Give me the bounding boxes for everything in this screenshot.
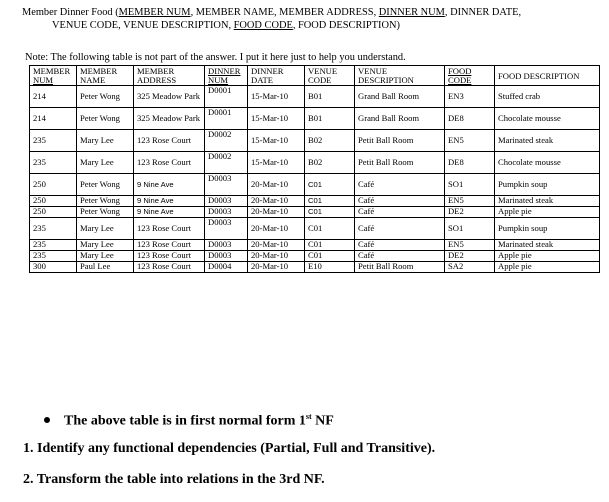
- table-cell: 15-Mar-10: [248, 108, 305, 130]
- table-row: [30, 86, 600, 108]
- column-header-line1: FOOD DESCRIPTION: [498, 70, 580, 81]
- table-cell: DE2: [445, 207, 495, 218]
- table-row: [30, 218, 600, 240]
- table-cell: DE8: [445, 108, 495, 130]
- table-cell: 123 Rose Court: [134, 262, 205, 273]
- table-cell: Apple pie: [495, 251, 600, 262]
- table-cell: 9 Nine Ave: [134, 196, 205, 207]
- question-2: 2. Transform the table into relations in the 3rd NF.: [23, 472, 325, 487]
- table-cell: 325 Meadow Park: [134, 86, 205, 108]
- table-cell: C01: [305, 218, 355, 240]
- table-cell: Peter Wong: [77, 108, 134, 130]
- table-cell: Marinated steak: [495, 240, 600, 251]
- key-food-code: FOOD CODE: [233, 20, 293, 31]
- table-cell: 214: [30, 86, 77, 108]
- table-cell: 15-Mar-10: [248, 130, 305, 152]
- column-header-line1: DINNER: [251, 66, 284, 76]
- column-header: [495, 66, 600, 86]
- table-cell: Mary Lee: [77, 218, 134, 240]
- table-cell: Peter Wong: [77, 196, 134, 207]
- column-header-line1: MEMBER: [137, 66, 175, 76]
- table-cell: 20-Mar-10: [248, 207, 305, 218]
- table-cell: EN3: [445, 86, 495, 108]
- table-cell: EN5: [445, 130, 495, 152]
- bullet-tail: NF: [311, 413, 334, 429]
- table-cell: 20-Mar-10: [248, 218, 305, 240]
- table-cell: 123 Rose Court: [134, 251, 205, 262]
- column-header-line2: NUM: [208, 75, 229, 85]
- table-cell: B02: [305, 130, 355, 152]
- column-header: [305, 66, 355, 86]
- table-cell: B02: [305, 152, 355, 174]
- table-cell: Mary Lee: [77, 240, 134, 251]
- table-cell: SO1: [445, 174, 495, 196]
- table-cell: Café: [355, 251, 445, 262]
- table-cell: 15-Mar-10: [248, 86, 305, 108]
- table-cell: 20-Mar-10: [248, 196, 305, 207]
- table-cell: 123 Rose Court: [134, 152, 205, 174]
- table-row: [30, 152, 600, 174]
- column-header-line2: DESCRIPTION: [358, 75, 414, 85]
- table-row: [30, 196, 600, 207]
- table-cell: E10: [305, 262, 355, 273]
- column-header-line2: DATE: [251, 75, 273, 85]
- first-nf-statement: [44, 412, 334, 430]
- table-cell: 250: [30, 196, 77, 207]
- table-cell: Mary Lee: [77, 130, 134, 152]
- table-cell: 235: [30, 130, 77, 152]
- table-cell: 235: [30, 152, 77, 174]
- column-header: [445, 66, 495, 86]
- column-header-line2: ADDRESS: [137, 75, 177, 85]
- table-cell: Café: [355, 240, 445, 251]
- table-cell: 235: [30, 240, 77, 251]
- table-row: [30, 262, 600, 273]
- column-header-line1: DINNER: [208, 66, 241, 76]
- table-cell: D0003: [205, 218, 248, 240]
- table-cell: Marinated steak: [495, 196, 600, 207]
- key-dinner-num: DINNER NUM: [378, 7, 445, 18]
- table-cell: D0003: [205, 174, 248, 196]
- table-cell: 20-Mar-10: [248, 174, 305, 196]
- column-header-line2: CODE: [308, 75, 332, 85]
- table-cell: D0003: [205, 196, 248, 207]
- table-cell: C01: [305, 207, 355, 218]
- heading-line2-a: VENUE CODE, VENUE DESCRIPTION,: [52, 20, 234, 31]
- table-cell: Marinated steak: [495, 130, 600, 152]
- table-cell: Café: [355, 174, 445, 196]
- table-cell: D0001: [205, 108, 248, 130]
- table-cell: Stuffed crab: [495, 86, 600, 108]
- bullet-text: The above table is in first normal form 1: [64, 413, 306, 429]
- column-header-line1: FOOD: [448, 66, 472, 76]
- table-cell: SA2: [445, 262, 495, 273]
- table-cell: EN5: [445, 240, 495, 251]
- table-cell: 123 Rose Court: [134, 130, 205, 152]
- table-cell: B01: [305, 108, 355, 130]
- table-cell: D0001: [205, 86, 248, 108]
- table-cell: EN5: [445, 196, 495, 207]
- table-cell: Café: [355, 207, 445, 218]
- table-header-row: [30, 66, 600, 86]
- table-cell: Pumpkin soup: [495, 218, 600, 240]
- table-cell: Peter Wong: [77, 207, 134, 218]
- table-cell: Grand Ball Room: [355, 86, 445, 108]
- table-cell: D0003: [205, 251, 248, 262]
- table-cell: Mary Lee: [77, 251, 134, 262]
- table-cell: 325 Meadow Park: [134, 108, 205, 130]
- table-cell: 235: [30, 251, 77, 262]
- table-cell: 250: [30, 207, 77, 218]
- table-cell: DE8: [445, 152, 495, 174]
- column-header-line1: MEMBER: [33, 66, 71, 76]
- note-text: Note: The following table is not part of the answer. I put it here just to help you understand.: [25, 52, 406, 63]
- table-cell: Pumpkin soup: [495, 174, 600, 196]
- column-header: [134, 66, 205, 86]
- table-cell: Paul Lee: [77, 262, 134, 273]
- table-cell: C01: [305, 240, 355, 251]
- column-header: [205, 66, 248, 86]
- table-cell: 15-Mar-10: [248, 152, 305, 174]
- question-1: 1. Identify any functional dependencies (Partial, Full and Transitive).: [23, 441, 436, 456]
- table-cell: B01: [305, 86, 355, 108]
- table-cell: Petit Ball Room: [355, 130, 445, 152]
- table-cell: 20-Mar-10: [248, 251, 305, 262]
- table-row: [30, 240, 600, 251]
- table-cell: 123 Rose Court: [134, 240, 205, 251]
- bullet-sup: st: [305, 412, 312, 421]
- column-header: [355, 66, 445, 86]
- table-cell: C01: [305, 174, 355, 196]
- column-header: [248, 66, 305, 86]
- column-header-line1: VENUE: [358, 66, 388, 76]
- table-cell: 9 Nine Ave: [134, 174, 205, 196]
- column-header-line1: MEMBER: [80, 66, 118, 76]
- table-cell: Café: [355, 196, 445, 207]
- table-cell: 214: [30, 108, 77, 130]
- heading-mid-1: , MEMBER NAME, MEMBER ADDRESS,: [190, 7, 379, 18]
- relation-heading: [22, 6, 602, 32]
- column-header-line1: VENUE: [308, 66, 338, 76]
- table-cell: D0002: [205, 130, 248, 152]
- table-body: [30, 86, 600, 273]
- table-cell: D0003: [205, 207, 248, 218]
- key-member-num: MEMBER NUM: [118, 7, 191, 18]
- table-cell: Chocolate mousse: [495, 152, 600, 174]
- table-cell: D0004: [205, 262, 248, 273]
- bullet-icon: [44, 417, 50, 423]
- member-dinner-table: [29, 65, 600, 273]
- table-cell: Apple pie: [495, 262, 600, 273]
- table-row: [30, 251, 600, 262]
- table-cell: Mary Lee: [77, 152, 134, 174]
- heading-line-2: [22, 19, 602, 32]
- table-row: [30, 130, 600, 152]
- table-cell: Chocolate mousse: [495, 108, 600, 130]
- table-cell: 20-Mar-10: [248, 240, 305, 251]
- table-cell: D0003: [205, 240, 248, 251]
- table-row: [30, 174, 600, 196]
- table-cell: Café: [355, 218, 445, 240]
- table-cell: Apple pie: [495, 207, 600, 218]
- table-cell: 9 Nine Ave: [134, 207, 205, 218]
- column-header-line2: CODE: [448, 75, 472, 85]
- column-header-line2: NAME: [80, 75, 106, 85]
- column-header: [77, 66, 134, 86]
- table-cell: C01: [305, 251, 355, 262]
- table-cell: 235: [30, 218, 77, 240]
- table-cell: DE2: [445, 251, 495, 262]
- table-cell: Peter Wong: [77, 86, 134, 108]
- table-cell: C01: [305, 196, 355, 207]
- column-header-line2: NUM: [33, 75, 54, 85]
- table-cell: Petit Ball Room: [355, 152, 445, 174]
- table-cell: SO1: [445, 218, 495, 240]
- heading-line-1: [22, 6, 602, 19]
- heading-line2-b: , FOOD DESCRIPTION): [292, 20, 400, 31]
- table-cell: 250: [30, 174, 77, 196]
- table-cell: Grand Ball Room: [355, 108, 445, 130]
- table-cell: Peter Wong: [77, 174, 134, 196]
- heading-prefix: Member Dinner Food (: [22, 7, 119, 18]
- table-cell: 123 Rose Court: [134, 218, 205, 240]
- table-row: [30, 108, 600, 130]
- table-row: [30, 207, 600, 218]
- table-cell: D0002: [205, 152, 248, 174]
- table-cell: Petit Ball Room: [355, 262, 445, 273]
- heading-mid-2: , DINNER DATE,: [444, 7, 522, 18]
- column-header: [30, 66, 77, 86]
- table-cell: 20-Mar-10: [248, 262, 305, 273]
- table-cell: 300: [30, 262, 77, 273]
